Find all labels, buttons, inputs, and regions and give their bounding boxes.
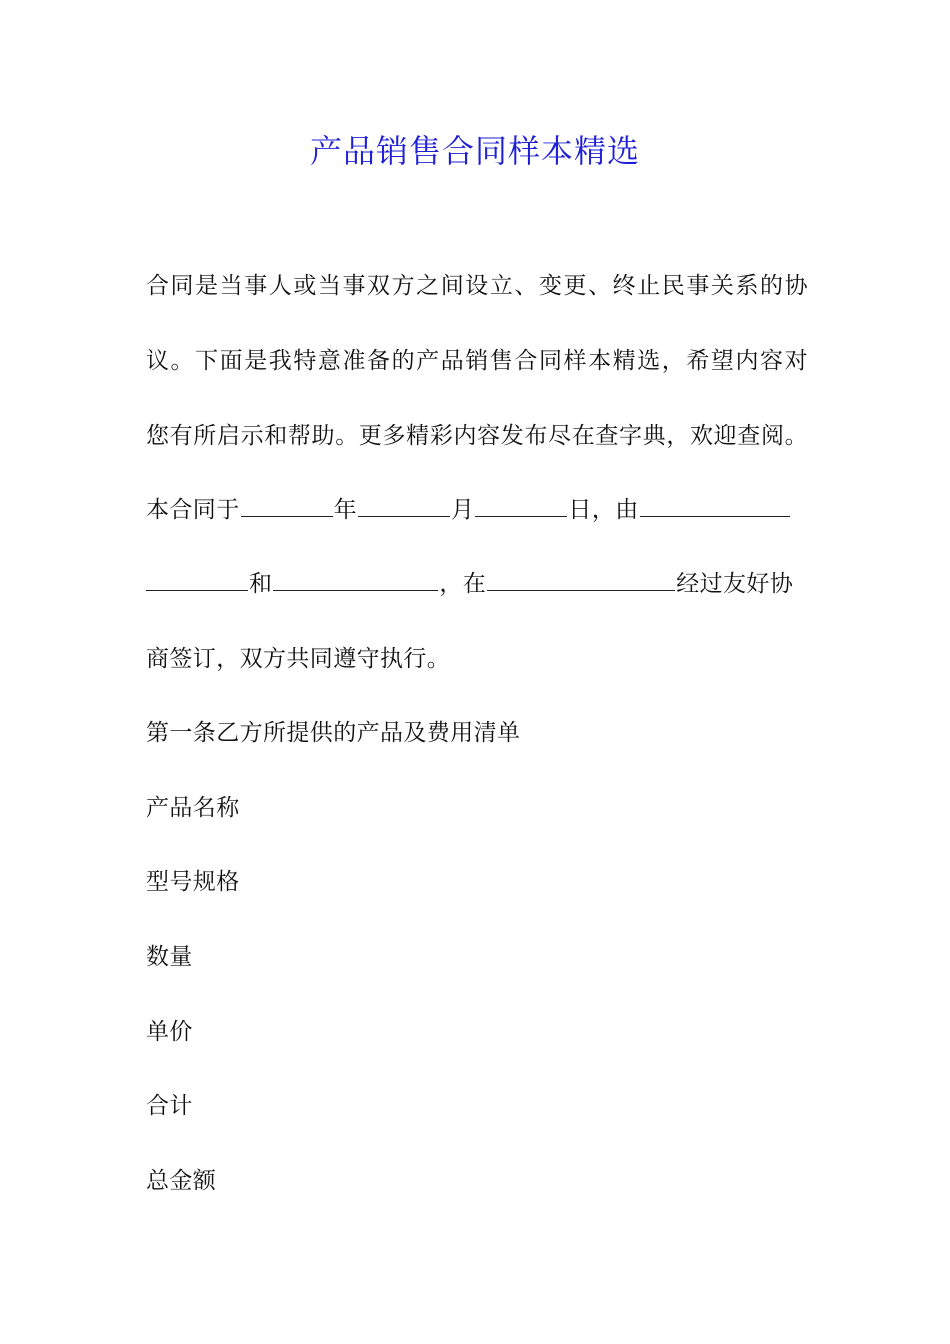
party-a-blank (640, 492, 790, 517)
item-total-amount: 总金额 (146, 1168, 217, 1194)
contract-date-line (146, 490, 808, 530)
contract-closing-line: 商签订，双方共同遵守执行。 (146, 646, 451, 672)
item-subtotal: 合计 (146, 1093, 193, 1119)
intro-line-2: 议。下面是我特意准备的产品销售合同样本精选，希望内容对 (146, 348, 808, 374)
item-unit-price: 单价 (146, 1019, 193, 1045)
intro-line-1: 合同是当事人或当事双方之间设立、变更、终止民事关系的协 (146, 273, 808, 299)
negotiation-text: 经过友好协 (676, 571, 794, 597)
day-label: 日，由 (568, 497, 639, 523)
month-blank (358, 492, 450, 517)
day-blank (475, 492, 567, 517)
year-blank (241, 492, 333, 517)
place-label: ，在 (439, 571, 487, 597)
year-label: 年 (333, 497, 358, 523)
party-b-blank (273, 566, 438, 591)
item-quantity: 数量 (146, 944, 193, 970)
article-1-heading: 第一条乙方所提供的产品及费用清单 (146, 720, 521, 746)
item-model-spec: 型号规格 (146, 869, 240, 895)
document-title: 产品销售合同样本精选 (309, 132, 640, 170)
item-product-name: 产品名称 (146, 795, 240, 821)
intro-line-3: 您有所启示和帮助。更多精彩内容发布尽在查字典，欢迎查阅。 (146, 423, 808, 449)
month-label: 月 (451, 497, 475, 523)
contract-text-intro: 本合同于 (146, 497, 240, 523)
party-a-blank-continued (146, 566, 248, 591)
place-blank (487, 566, 675, 591)
contract-parties-line (146, 564, 808, 604)
and-label: 和 (249, 571, 273, 597)
